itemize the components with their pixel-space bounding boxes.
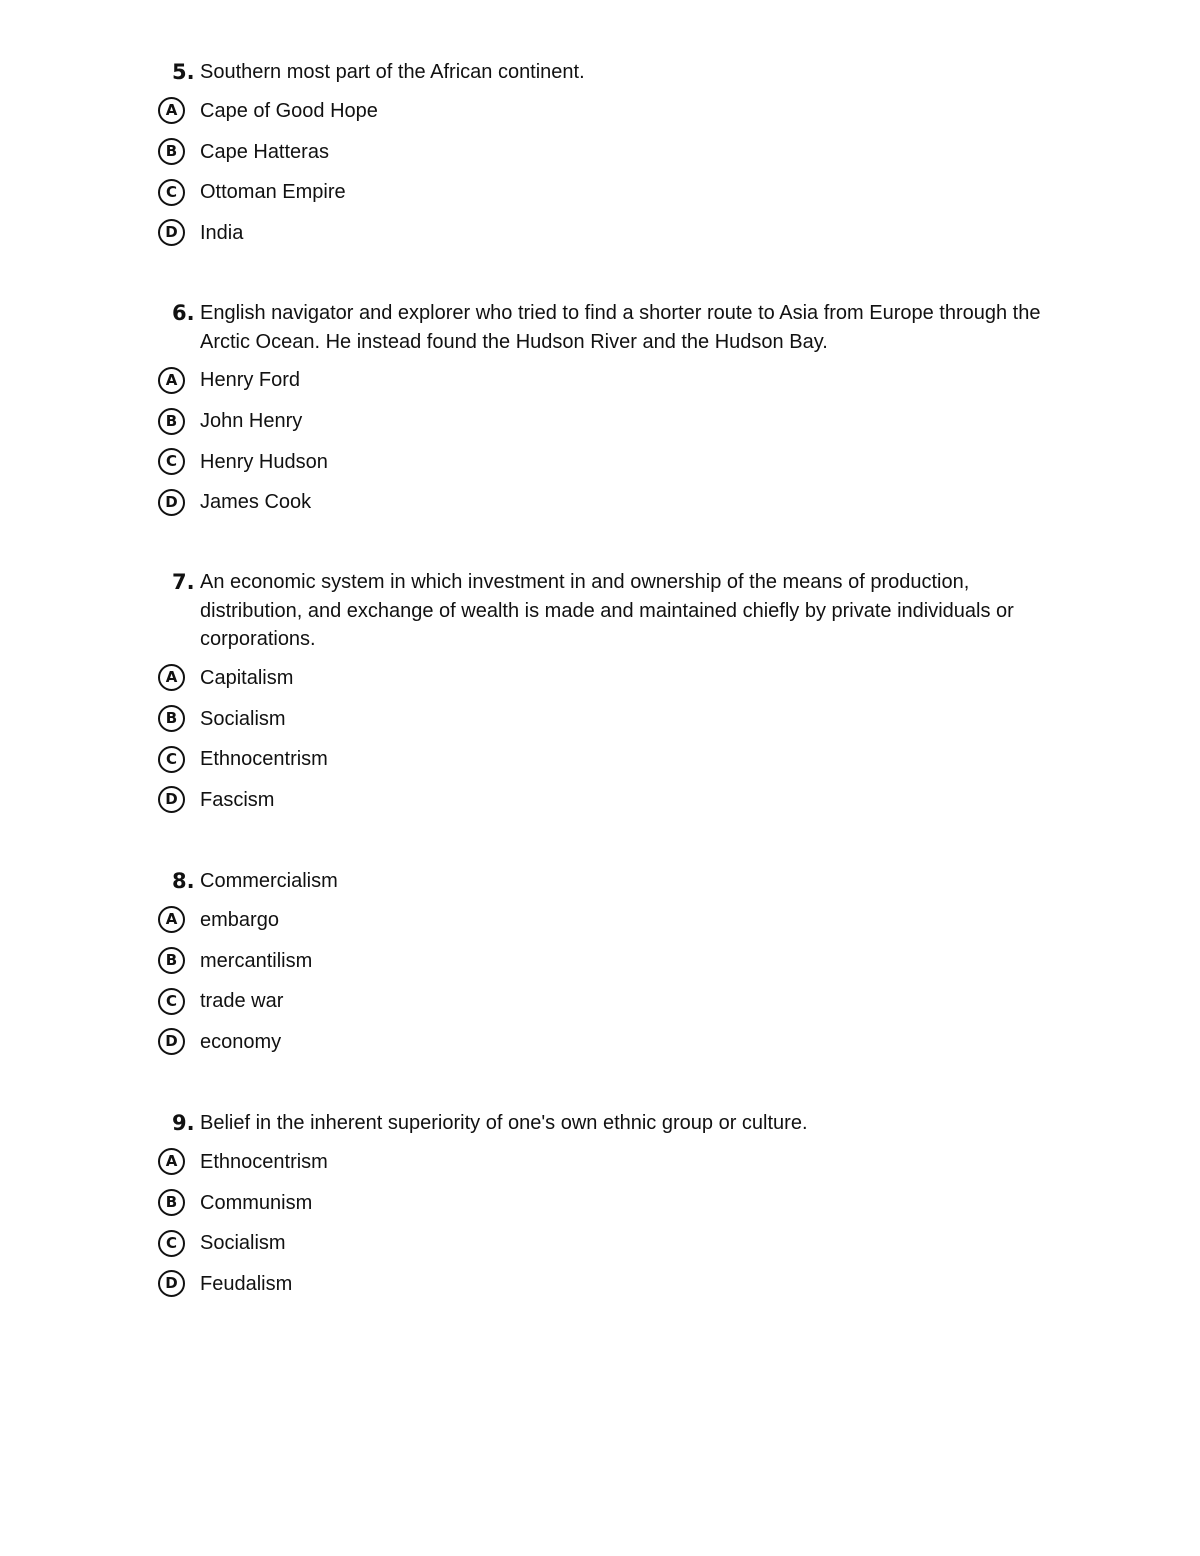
- option-text: Ethnocentrism: [200, 1150, 328, 1173]
- option-letter-circle[interactable]: B: [158, 1189, 185, 1216]
- question-text: Commercialism: [200, 870, 338, 892]
- question-7: [156, 568, 1066, 820]
- answer-options: [156, 1142, 1066, 1305]
- question-8: [156, 867, 1066, 1062]
- answer-options: [156, 900, 1066, 1063]
- option-letter-circle[interactable]: D: [158, 219, 185, 246]
- option-letter-circle[interactable]: C: [158, 448, 185, 475]
- option-letter-circle[interactable]: B: [158, 138, 185, 165]
- answer-option-b[interactable]: [156, 698, 1066, 739]
- option-text: John Henry: [200, 410, 303, 433]
- answer-option-b[interactable]: [156, 131, 1066, 172]
- option-text: trade war: [200, 990, 284, 1013]
- option-letter-circle[interactable]: C: [158, 746, 185, 773]
- question-text: English navigator and explorer who tried to find a shorter route to Asia from Europe through the Arctic Ocean. He instead found the Hudson River and the Hudson Bay.: [200, 302, 1041, 353]
- question-9: [156, 1109, 1066, 1304]
- question-6: [156, 299, 1066, 523]
- question-text: Southern most part of the African continent.: [200, 61, 585, 83]
- option-letter-circle[interactable]: D: [158, 489, 185, 516]
- option-text: economy: [200, 1030, 282, 1053]
- option-letter-circle[interactable]: D: [158, 786, 185, 813]
- question-header: [156, 1109, 1066, 1138]
- question-number: 8.: [172, 869, 195, 893]
- answer-option-d[interactable]: [156, 780, 1066, 821]
- option-text: India: [200, 221, 244, 244]
- option-letter-circle[interactable]: C: [158, 988, 185, 1015]
- option-text: mercantilism: [200, 949, 313, 972]
- option-letter-circle[interactable]: C: [158, 1230, 185, 1257]
- option-letter-circle[interactable]: A: [158, 367, 185, 394]
- option-text: Communism: [200, 1191, 313, 1214]
- answer-option-a[interactable]: [156, 1142, 1066, 1183]
- answer-option-d[interactable]: [156, 1022, 1066, 1063]
- question-number: 9.: [172, 1111, 195, 1135]
- question-header: [156, 867, 1066, 896]
- option-text: embargo: [200, 908, 279, 931]
- answer-option-b[interactable]: [156, 940, 1066, 981]
- option-letter-circle[interactable]: B: [158, 705, 185, 732]
- option-text: Socialism: [200, 1232, 286, 1255]
- answer-option-c[interactable]: [156, 1223, 1066, 1264]
- question-number: 7.: [172, 570, 195, 594]
- option-text: Fascism: [200, 788, 275, 811]
- question-header: [156, 299, 1066, 356]
- answer-option-b[interactable]: [156, 1182, 1066, 1223]
- option-text: Henry Ford: [200, 369, 301, 392]
- option-text: Cape Hatteras: [200, 140, 329, 163]
- question-5: [156, 58, 1066, 253]
- answer-option-a[interactable]: [156, 900, 1066, 941]
- option-text: Socialism: [200, 707, 286, 730]
- question-number: 5.: [172, 60, 195, 84]
- option-text: Ethnocentrism: [200, 748, 328, 771]
- option-letter-circle[interactable]: C: [158, 179, 185, 206]
- option-text: Cape of Good Hope: [200, 99, 378, 122]
- answer-option-c[interactable]: [156, 739, 1066, 780]
- option-text: Capitalism: [200, 666, 294, 689]
- option-letter-circle[interactable]: D: [158, 1270, 185, 1297]
- answer-option-b[interactable]: [156, 401, 1066, 442]
- option-text: James Cook: [200, 491, 312, 514]
- option-letter-circle[interactable]: A: [158, 906, 185, 933]
- option-text: Henry Hudson: [200, 450, 328, 473]
- question-header: [156, 568, 1066, 654]
- answer-option-d[interactable]: [156, 1264, 1066, 1305]
- answer-option-c[interactable]: [156, 172, 1066, 213]
- answer-options: [156, 658, 1066, 821]
- option-text: Feudalism: [200, 1272, 293, 1295]
- question-text: An economic system in which investment in and ownership of the means of production, distribution, and exchange of wealth is made and maintained chiefly by private individuals or corporations.: [200, 571, 1014, 650]
- option-letter-circle[interactable]: A: [158, 1148, 185, 1175]
- answer-option-d[interactable]: [156, 213, 1066, 254]
- option-letter-circle[interactable]: B: [158, 947, 185, 974]
- question-text: Belief in the inherent superiority of one's own ethnic group or culture.: [200, 1112, 808, 1134]
- question-number: 6.: [172, 301, 195, 325]
- option-text: Ottoman Empire: [200, 181, 346, 204]
- answer-option-a[interactable]: [156, 658, 1066, 699]
- answer-option-c[interactable]: [156, 981, 1066, 1022]
- answer-option-d[interactable]: [156, 482, 1066, 523]
- answer-options: [156, 91, 1066, 254]
- option-letter-circle[interactable]: A: [158, 664, 185, 691]
- question-header: [156, 58, 1066, 87]
- option-letter-circle[interactable]: A: [158, 97, 185, 124]
- answer-option-a[interactable]: [156, 360, 1066, 401]
- option-letter-circle[interactable]: D: [158, 1028, 185, 1055]
- answer-options: [156, 360, 1066, 523]
- answer-option-c[interactable]: [156, 441, 1066, 482]
- answer-option-a[interactable]: [156, 91, 1066, 132]
- option-letter-circle[interactable]: B: [158, 408, 185, 435]
